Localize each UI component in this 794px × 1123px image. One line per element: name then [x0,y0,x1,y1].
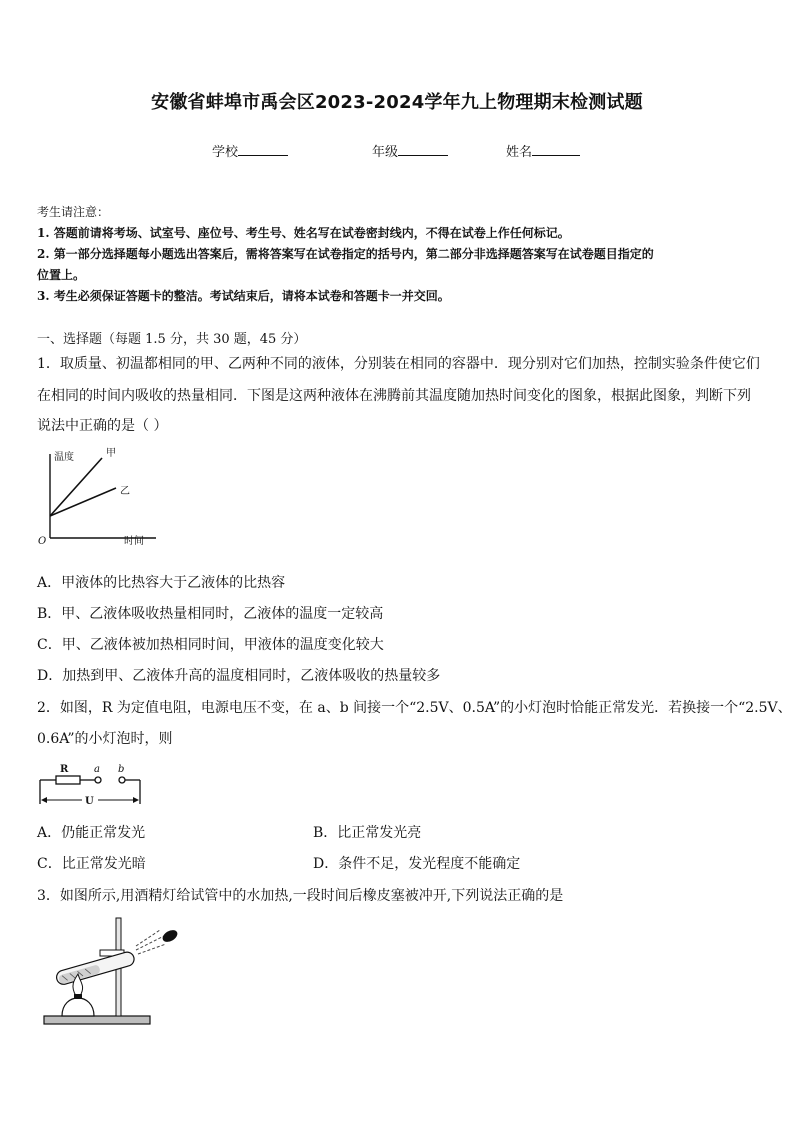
arrow-right-icon [133,797,139,803]
x-axis-label: 时间 [124,536,144,547]
question-2-line: 2．如图，R 为定值电阻，电源电压不变，在 a、b 间接一个“2.5V、0.5A”的小灯泡时恰能正常发光．若换接一个“2.5V、 [37,700,792,716]
voltage-label: U [85,796,94,807]
line-jia [50,458,102,516]
stand-base [44,1016,150,1024]
lamp-wick [74,994,82,999]
notice-item: 3. 考生必须保证答题卡的整洁。考试结束后，请将本试卷和答题卡一并交回。 [37,289,450,303]
grade-blank [398,143,448,156]
point-a-label: a [94,764,100,775]
circuit-diagram [38,760,144,808]
y-axis-label: 温度 [54,452,74,463]
point-b-label: b [118,764,125,775]
question-1-line: 1．取质量、初温都相同的甲、乙两种不同的液体，分别装在相同的容器中．现分别对它们加热，控制实验条件使它们 [37,356,760,372]
origin-label: O [38,536,47,547]
test-tube [55,950,136,986]
line-jia-label: 甲 [106,448,116,459]
question-3-line: 3．如图所示,用酒精灯给试管中的水加热,一段时间后橡皮塞被冲开,下列说法正确的是 [37,888,564,904]
school-blank [238,143,288,156]
question-2-line: 0.6A”的小灯泡时，则 [37,731,173,747]
terminal-b [119,777,125,783]
exam-title: 安徽省蚌埠市禹会区2023-2024学年九上物理期末检测试题 [151,92,643,113]
section-title: 一、选择题（每题 1.5 分，共 30 题，45 分） [37,332,307,347]
arrow-left-icon [41,797,47,803]
test-tube-apparatus [40,914,190,1030]
alcohol-lamp [62,998,94,1016]
grade-label: 年级 [372,145,399,160]
question-2-option-c: C．比正常发光暗 [37,856,146,872]
line-yi [50,488,116,516]
question-1-line: 说法中正确的是（ ） [37,418,168,434]
resistor-label: R [60,764,69,775]
question-1-line: 在相同的时间内吸收的热量相同．下图是这两种液体在沸腾前其温度随加热时间变化的图象，根据此图象，判断下列 [37,388,751,404]
steam [136,930,166,954]
question-1-option-d: D．加热到甲、乙液体升高的温度相同时，乙液体吸收的热量较多 [37,668,441,684]
line-yi-label: 乙 [120,486,130,497]
notice-item: 2. 第一部分选择题每小题选出答案后，需将答案写在试卷指定的括号内，第二部分非选择题答案写在试卷题目指定的 [37,247,654,261]
question-1-option-b: B．甲、乙液体吸收热量相同时，乙液体的温度一定较高 [37,606,384,622]
resistor [56,776,80,784]
name-field [506,141,580,160]
name-label: 姓名 [506,145,533,160]
question-1-option-c: C．甲、乙液体被加热相同时间，甲液体的温度变化较大 [37,637,384,653]
notice-item: 1. 答题前请将考场、试室号、座位号、考生号、姓名写在试卷密封线内，不得在试卷上作任何标记。 [37,226,570,240]
question-1-option-a: A．甲液体的比热容大于乙液体的比热容 [37,575,286,591]
rubber-stopper [161,928,180,945]
question-2-option-d: D．条件不足，发光程度不能确定 [313,856,521,872]
school-label: 学校 [212,145,239,160]
grade-field [372,141,448,160]
notice-item: 位置上。 [37,268,86,282]
notice-heading: 考生请注意： [37,205,110,219]
school-field [212,141,288,160]
temperature-time-graph [36,448,166,552]
question-2-option-b: B．比正常发光亮 [313,825,422,841]
terminal-a [95,777,101,783]
name-blank [532,143,580,156]
question-2-option-a: A．仍能正常发光 [37,825,146,841]
